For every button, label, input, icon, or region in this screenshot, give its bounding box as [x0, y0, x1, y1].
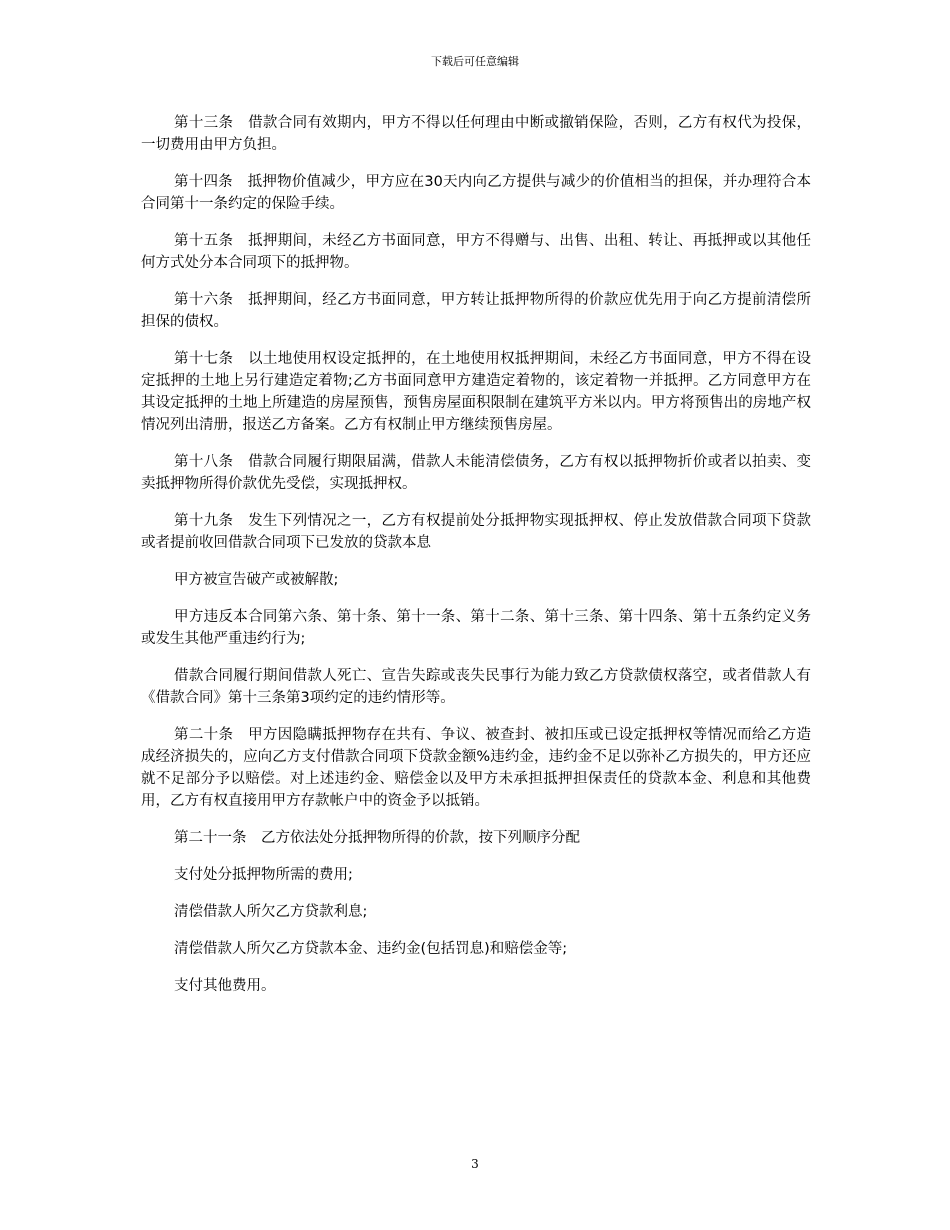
- article-21-item-4: 支付其他费用。: [174, 978, 276, 994]
- page-header: 下载后可任意编辑: [431, 55, 519, 68]
- article-19-item-2: 甲方违反本合同第六条、第十条、第十一条、第十二条、第十三条、第十四条、第十五条约定义务或发生其他严重违约行为;: [141, 609, 811, 647]
- article-19-item-3: 借款合同履行期间借款人死亡、宣告失踪或丧失民事行为能力致乙方贷款债权落空，或者借款人有《借款合同》第十三条第3项约定的违约情形等。: [141, 668, 811, 706]
- article-16-paragraph: 第十六条 抵押期间，经乙方书面同意，甲方转让抵押物所得的价款应优先用于向乙方提前清偿所担保的债权。: [141, 292, 811, 330]
- article-17-paragraph: 第十七条 以土地使用权设定抵押的，在土地使用权抵押期间，未经乙方书面同意，甲方不得在设定抵押的土地上另行建造定着物;乙方书面同意甲方建造定着物的，该定着物一并抵押。乙方同意甲方在其设定抵押的土地上所建造的房屋预售，预售房屋面积限制在建筑平方米以内。甲方将预售出的房地产权情况列出清册，报送乙方备案。乙方有权制止甲方继续预售房屋。: [141, 351, 811, 433]
- article-14-paragraph: 第十四条 抵押物价值减少，甲方应在30天内向乙方提供与减少的价值相当的担保，并办理符合本合同第十一条约定的保险手续。: [141, 174, 811, 212]
- article-15-paragraph: 第十五条 抵押期间，未经乙方书面同意，甲方不得赠与、出售、出租、转让、再抵押或以其他任何方式处分本合同项下的抵押物。: [141, 233, 811, 271]
- article-21-item-1: 支付处分抵押物所需的费用;: [174, 867, 353, 883]
- article-21-item-3: 清偿借款人所欠乙方贷款本金、违约金(包括罚息)和赔偿金等;: [174, 941, 568, 957]
- article-13-paragraph: 第十三条 借款合同有效期内，甲方不得以任何理由中断或撤销保险，否则，乙方有权代为投保，一切费用由甲方负担。: [141, 115, 811, 153]
- article-18-paragraph: 第十八条 借款合同履行期限届满，借款人未能清偿债务，乙方有权以抵押物折价或者以拍卖、变卖抵押物所得价款优先受偿，实现抵押权。: [141, 454, 811, 492]
- page-number: 3: [471, 1157, 479, 1171]
- article-19-paragraph: 第十九条 发生下列情况之一，乙方有权提前处分抵押物实现抵押权、停止发放借款合同项下贷款或者提前收回借款合同项下已发放的贷款本息: [141, 513, 811, 551]
- article-20-paragraph: 第二十条 甲方因隐瞒抵押物存在共有、争议、被查封、被扣压或已设定抵押权等情况而给乙方造成经济损失的，应向乙方支付借款合同项下贷款金额%违约金，违约金不足以弥补乙方损失的，甲方还应就不足部分予以赔偿。对上述违约金、赔偿金以及甲方未承担抵押担保责任的贷款本金、利息和其他费用，乙方有权直接用甲方存款帐户中的资金予以抵销。: [141, 727, 811, 809]
- article-21-paragraph: 第二十一条 乙方依法处分抵押物所得的价款，按下列顺序分配: [174, 830, 580, 846]
- article-21-item-2: 清偿借款人所欠乙方贷款利息;: [174, 904, 368, 920]
- document-body: [141, 112, 811, 1012]
- article-19-item-1: 甲方被宣告破产或被解散;: [174, 572, 339, 588]
